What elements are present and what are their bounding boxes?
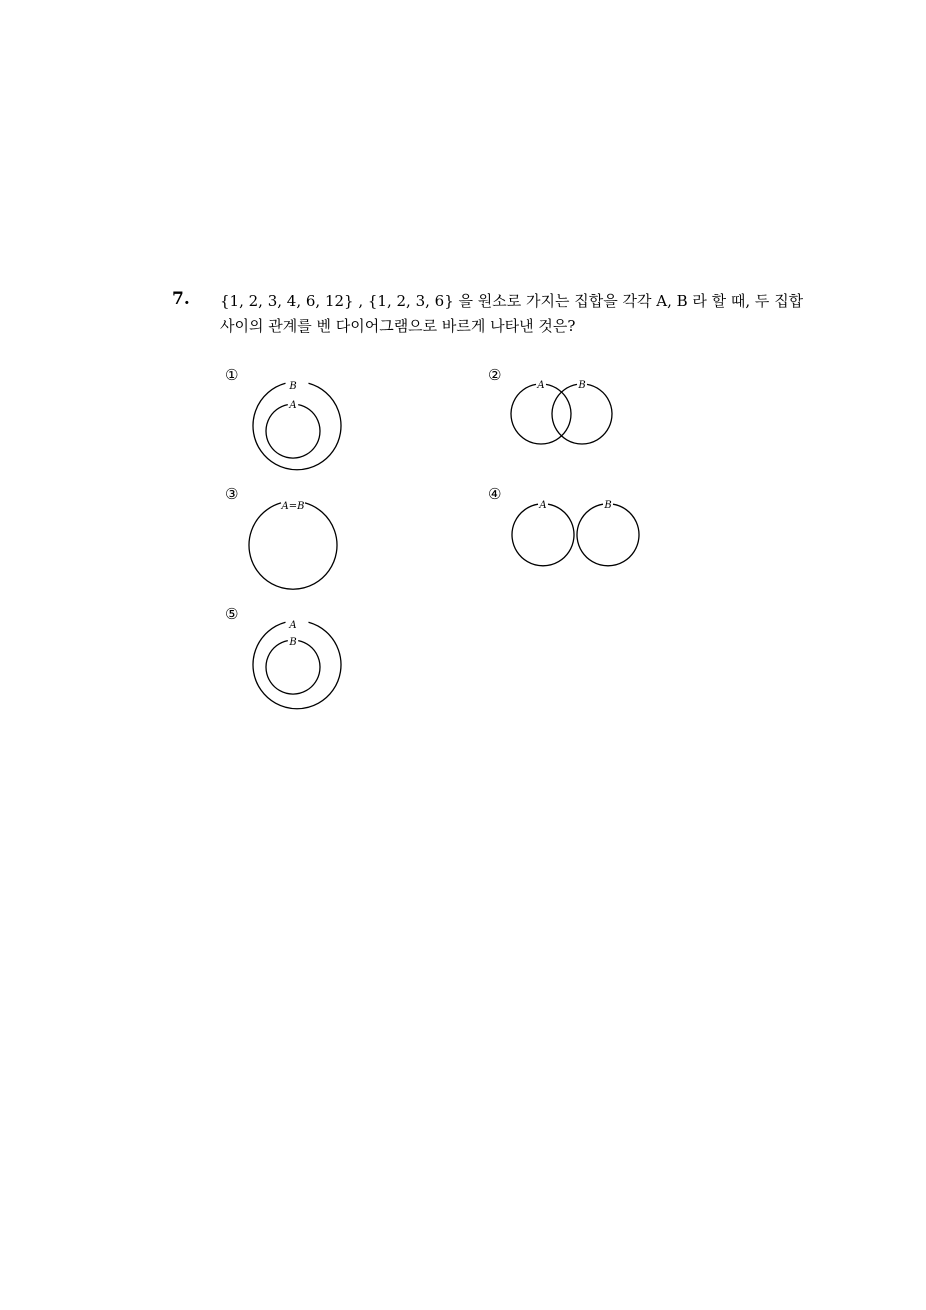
venn-diagram-5 [225, 605, 445, 725]
right-label: B [578, 380, 586, 391]
left-label: A [539, 500, 547, 511]
circle-inner [266, 405, 320, 458]
choice-4-marker: ④ [488, 485, 502, 503]
venn-diagram-3 [225, 485, 445, 605]
circle-inner [266, 641, 320, 694]
question-text-line2: 사이의 관계를 벤 다이어그램으로 바르게 나타낸 것은? [220, 317, 576, 335]
venn-diagram-4 [488, 485, 708, 605]
outer-label: B [289, 381, 297, 392]
choice-2-marker: ② [488, 366, 502, 384]
venn-diagram-1 [225, 366, 445, 486]
venn-diagram-2 [488, 366, 708, 486]
choice-4[interactable] [488, 485, 708, 605]
choice-2[interactable] [488, 366, 708, 486]
choice-1[interactable] [225, 366, 445, 486]
choice-5-marker: ⑤ [225, 605, 239, 623]
left-label: A [537, 380, 545, 391]
choice-3-marker: ③ [225, 485, 239, 503]
question-number: 7. [172, 289, 190, 309]
equal-label: A=B [281, 501, 305, 512]
choice-1-marker: ① [225, 366, 239, 384]
right-label: B [604, 500, 612, 511]
circle-single [249, 503, 337, 589]
circle-left [511, 384, 571, 444]
inner-label: B [289, 637, 297, 648]
question-text-line1: {1, 2, 3, 4, 6, 12} , {1, 2, 3, 6} 을 원소로 가지는 집합을 각각 A, B 라 할 때, 두 집합 [220, 292, 804, 310]
choice-3[interactable] [225, 485, 445, 605]
circle-left [512, 504, 574, 566]
circle-right [577, 504, 639, 566]
circle-right [552, 384, 612, 444]
inner-label: A [289, 400, 297, 411]
choice-5[interactable] [225, 605, 445, 725]
outer-label: A [289, 620, 297, 631]
